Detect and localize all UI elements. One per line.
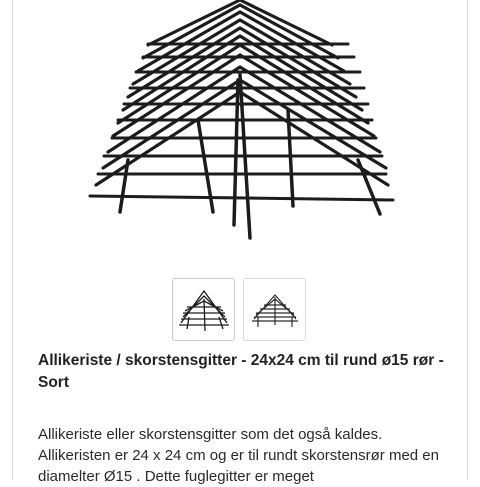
- thumbnail-2[interactable]: [243, 278, 306, 341]
- product-title: Allikeriste / skorstensgitter - 24x24 cm til rund ø15 rør - Sort: [38, 352, 444, 391]
- product-main-image[interactable]: [88, 0, 396, 245]
- chimney-grate-thumbnail-icon: [175, 287, 233, 333]
- thumbnail-strip: [172, 278, 306, 341]
- product-description: Allikeriste eller skorstensgitter som det også kaldes. Allikeristen er 24 x 24 cm og er til rundt skorstensrør med en diamelter Ø15 . Dette fuglegitter er meget: [38, 426, 439, 485]
- thumbnail-1[interactable]: [172, 278, 235, 341]
- chimney-grate-thumbnail-alt-icon: [246, 287, 304, 333]
